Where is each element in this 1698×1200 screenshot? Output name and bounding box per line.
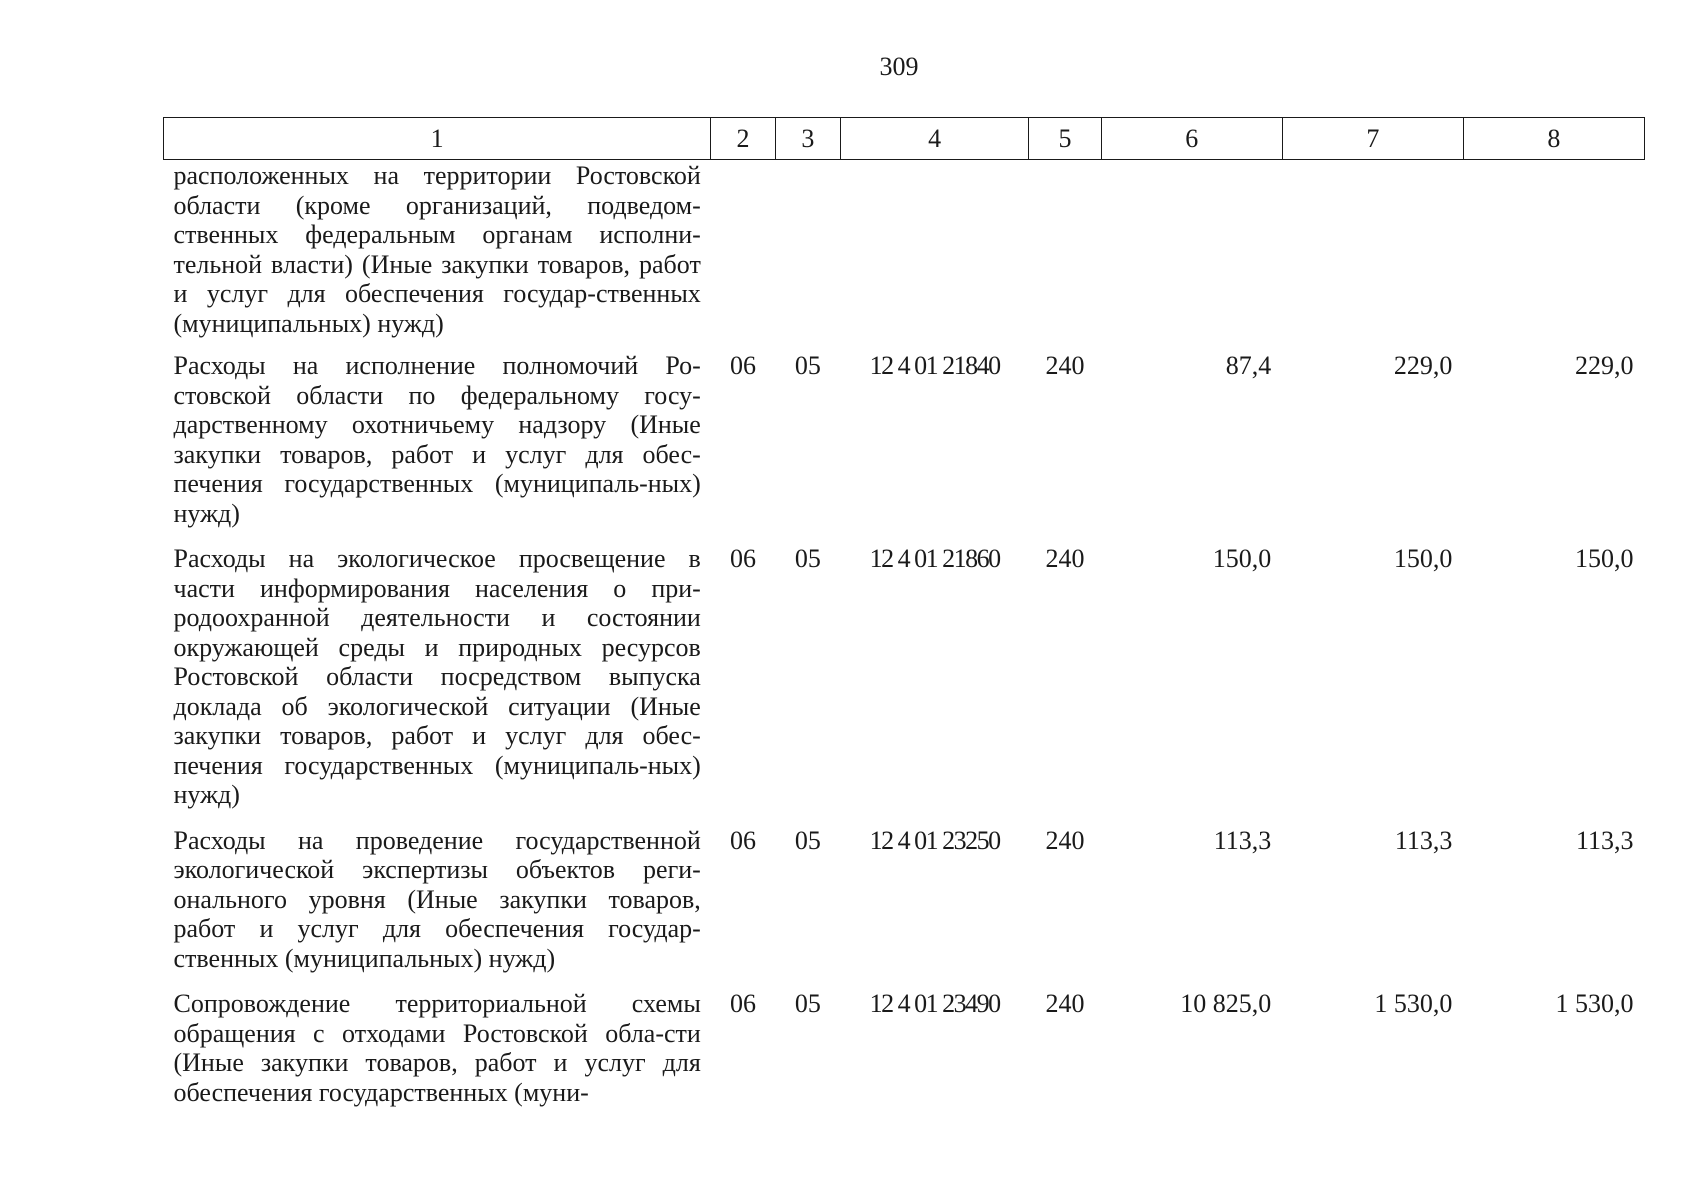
row-amount-col6: 87,4 (1225, 351, 1272, 380)
page-number: 309 (879, 52, 919, 81)
row-amount-col7: 150,0 (1393, 544, 1453, 573)
row-section-code: 06 (730, 989, 756, 1018)
row-description: Расходы на проведение государственной экологической экспертизы объектов реги-онального уровня (Иные закупки товаров, работ и услуг для обеспечения государ-ственных (муниципальных) нужд) (173, 825, 701, 973)
row-expense-type-code: 240 (1045, 351, 1085, 380)
column-header-4: 4 (841, 118, 1029, 160)
row-subsection-code: 05 (794, 989, 821, 1018)
row-description: Расходы на экологическое просвещение в части информирования населения о при-родоохранной деятельности и состоянии окружающей среды и природных ресурсов Ростовской области посредством выпуска доклада об экологической ситуации (Иные закупки товаров, работ и услуг для обес-печения государственных (муниципаль-ных) нужд) (173, 544, 701, 809)
row-description: Расходы на исполнение полномочий Ро-стовской области по федеральному госу-дарственному охотничьему надзору (Иные закупки товаров, работ и услуг для обес-печения государственных (муниципаль-ных) нужд) (173, 351, 701, 528)
column-header-1: 1 (164, 118, 711, 160)
row-amount-col7: 229,0 (1393, 351, 1453, 380)
row-section-code: 06 (730, 825, 756, 855)
row-subsection-code (775, 160, 840, 351)
row-target-article-code: 12 4 01 21860 (869, 544, 1000, 573)
row-expense-type-code: 240 (1045, 544, 1085, 573)
row-target-article-code: 12 4 01 23490 (869, 989, 1000, 1018)
row-target-article-code: 12 4 01 23250 (869, 825, 1000, 855)
row-description: расположенных на территории Ростовской области (кроме организаций, подведом-ственных федеральным органам исполни-тельной власти) (Иные закупки товаров, работ и услуг для обеспечения государ-ственных (муниципальных) нужд) (173, 161, 701, 338)
row-target-article-code: 12 4 01 21840 (869, 351, 1000, 380)
header-row (164, 118, 1645, 160)
row-amount-col8: 1 530,0 (1555, 989, 1634, 1018)
column-header-3: 3 (775, 118, 840, 160)
row-subsection-code: 05 (794, 544, 821, 573)
row-expense-type-code: 240 (1045, 825, 1085, 855)
row-amount-col8 (1463, 160, 1644, 351)
row-section-code (711, 160, 775, 351)
column-header-2: 2 (711, 118, 775, 160)
row-subsection-code: 05 (794, 825, 821, 855)
row-amount-col7: 1 530,0 (1374, 989, 1453, 1018)
column-header-6: 6 (1101, 118, 1282, 160)
row-description: Сопровождение территориальной схемы обращения с отходами Ростовской обла-сти (Иные закупки товаров, работ и услуг для обеспечения государственных (муни- (173, 989, 701, 1107)
row-amount-col6: 113,3 (1213, 825, 1272, 855)
row-amount-col8: 150,0 (1575, 544, 1634, 573)
column-header-5: 5 (1029, 118, 1101, 160)
row-expense-type-code (1029, 160, 1101, 351)
row-amount-col8: 229,0 (1575, 351, 1634, 380)
row-amount-col7: 113,3 (1394, 825, 1453, 855)
budget-table (163, 117, 1645, 1122)
table-row (164, 543, 1645, 825)
row-section-code: 06 (730, 544, 756, 573)
table-row (164, 350, 1645, 543)
table-row (164, 825, 1645, 989)
row-section-code: 06 (730, 351, 756, 380)
row-subsection-code: 05 (794, 351, 821, 380)
row-target-article-code (841, 160, 1029, 351)
row-amount-col6: 150,0 (1212, 544, 1272, 573)
row-amount-col8: 113,3 (1575, 825, 1634, 855)
column-header-8: 8 (1463, 118, 1644, 160)
row-amount-col6 (1101, 160, 1282, 351)
row-amount-col6: 10 825,0 (1180, 989, 1272, 1018)
table-row (164, 988, 1645, 1122)
table-row (164, 160, 1645, 351)
column-header-7: 7 (1282, 118, 1463, 160)
row-expense-type-code: 240 (1045, 989, 1085, 1018)
row-amount-col7 (1282, 160, 1463, 351)
